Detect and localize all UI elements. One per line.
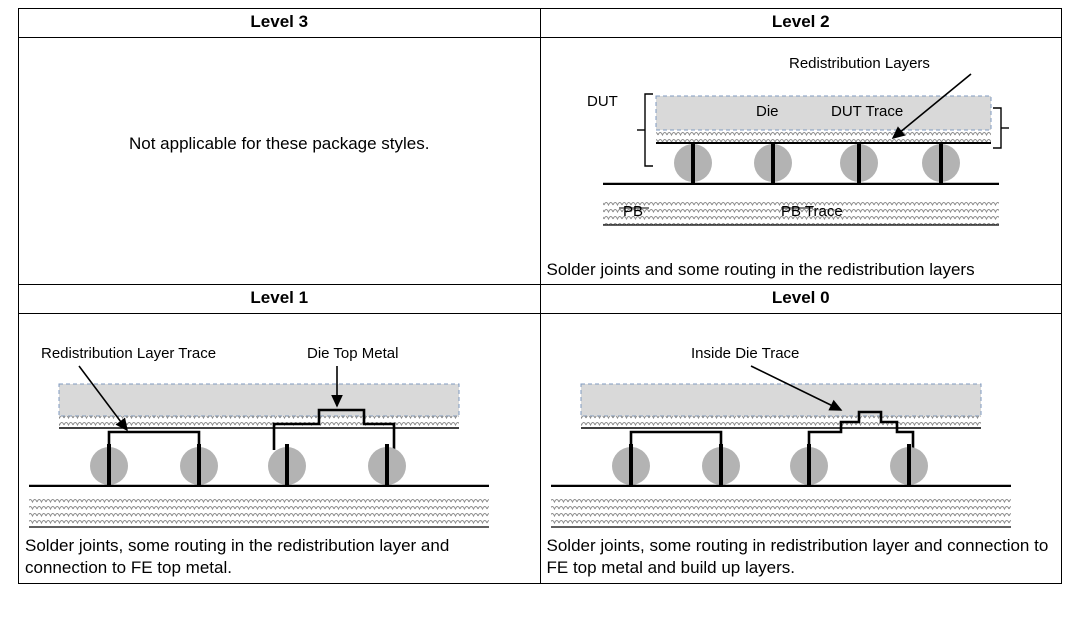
label-redistribution-layers: Redistribution Layers (788, 54, 930, 72)
level2-figure-area (541, 38, 1062, 256)
label-dut: DUT (586, 92, 618, 110)
levels-table (18, 8, 1062, 584)
level2-caption: Solder joints and some routing in the redistribution layers (546, 259, 975, 279)
cell-level1-body (19, 314, 541, 584)
level0-diagram (541, 314, 1061, 532)
label-pb: PB (622, 202, 643, 220)
cell-level3-body (19, 37, 541, 285)
cell-level0 (540, 285, 1062, 314)
header-level1: Level 1 (250, 288, 309, 308)
table-row (19, 285, 1062, 314)
table-row (19, 9, 1062, 38)
cell-level1 (19, 285, 541, 314)
table-row (19, 37, 1062, 285)
level0-caption: Solder joints, some routing in redistribution layer and connection to FE top metal and build up layers. (546, 536, 1049, 577)
level1-caption: Solder joints, some routing in the redistribution layer and connection to FE top metal. (25, 536, 450, 577)
header-level2: Level 2 (771, 12, 830, 31)
label-die-top-metal: Die Top Metal (307, 345, 399, 363)
label-redistribution-layer-trace: Redistribution Layer Trace (41, 345, 217, 363)
header-level0: Level 0 (771, 288, 830, 308)
cell-level2 (540, 9, 1062, 38)
label-inside-die-trace: Inside Die Trace (690, 345, 799, 363)
level3-figure-area (19, 38, 540, 256)
cell-level3 (19, 9, 541, 38)
label-die: Die (755, 102, 779, 120)
cell-level2-body (540, 37, 1062, 285)
level0-figure-area (541, 314, 1062, 532)
header-level3: Level 3 (250, 12, 309, 31)
table-row (19, 314, 1062, 584)
label-dut-trace: DUT Trace (830, 102, 903, 120)
cell-level0-body (540, 314, 1062, 584)
level1-diagram (19, 314, 539, 532)
level2-diagram (541, 38, 1061, 256)
label-pb-trace: PB Trace (780, 202, 843, 220)
level3-not-applicable-text: Not applicable for these package styles. (128, 133, 430, 153)
level1-figure-area (19, 314, 540, 532)
